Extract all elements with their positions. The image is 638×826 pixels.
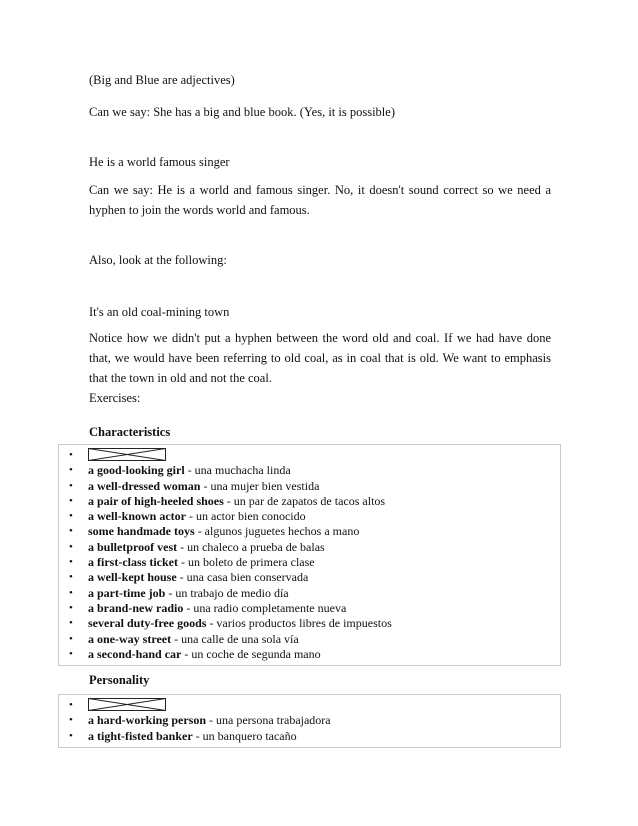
definition: - un par de zapatos de tacos altos [223,493,386,508]
definition: - una calle de una sola vía [171,631,299,646]
bullet-icon: • [69,464,73,477]
paragraph-coal-mining: It's an old coal-mining town [89,305,230,319]
paragraph-hyphen-explanation: Can we say: He is a world and famous singer. No, it doesn't sound correct so we need a hyphen to join the words world and famous. [89,183,551,217]
list-item [59,463,560,478]
paragraph-world-famous: He is a world famous singer [89,155,230,169]
list-item [59,632,560,647]
list-item [59,555,560,570]
bullet-icon: • [69,632,73,645]
list-item [59,479,560,494]
list-item [59,494,560,509]
bullet-icon: • [69,714,73,727]
bullet-icon: • [69,617,73,630]
list-item [59,616,560,631]
bullet-icon: • [69,479,73,492]
list-item [59,729,560,744]
broken-image-icon [88,698,166,711]
bullet-icon: • [69,449,73,461]
term: a second-hand car [88,646,182,661]
bullet-icon: • [69,571,73,584]
definition: - una muchacha linda [184,463,291,478]
definition: - un chaleco a prueba de balas [177,539,325,554]
personality-list [59,698,560,744]
heading-characteristics: Characteristics [89,425,171,439]
heading-personality: Personality [89,673,150,687]
list-item [59,524,560,539]
definition: - un actor bien conocido [186,509,306,524]
paragraph-exercises: Exercises: [89,391,141,405]
bullet-icon: • [69,729,73,742]
list-item [59,647,560,662]
list-item-image-placeholder [59,448,560,463]
term: a pair of high-heeled shoes [88,493,224,508]
definition: - una radio completamente nueva [183,600,347,615]
term: some handmade toys [88,524,195,539]
list-item [59,509,560,524]
term: a well-known actor [88,509,186,524]
characteristics-list [59,448,560,662]
definition: - un coche de segunda mano [181,646,321,661]
term: a hard-working person [88,713,207,728]
list-item [59,586,560,601]
list-item [59,540,560,555]
definition: - un boleto de primera clase [177,555,315,570]
term: a well-dressed woman [88,478,201,493]
paragraph-adjectives-note: (Big and Blue are adjectives) [89,73,235,87]
paragraph-notice-explanation: Notice how we didn't put a hyphen between the word old and coal. If we had have done that, we would have been referring to old coal, as in coal that is old. We want to emphasis that the town in old and not the coal. [89,331,551,385]
term: a brand-new radio [88,600,184,615]
definition: - un trabajo de medio día [165,585,289,600]
term: a good-looking girl [88,463,185,478]
definition: - un banquero tacaño [192,728,297,743]
term: a first-class ticket [88,555,178,570]
bullet-icon: • [69,494,73,507]
definition: - algunos juguetes hechos a mano [194,524,360,539]
characteristics-list-box [58,444,561,666]
term: a tight-fisted banker [88,728,193,743]
term: a one-way street [88,631,172,646]
bullet-icon: • [69,525,73,538]
bullet-icon: • [69,556,73,569]
bullet-icon: • [69,601,73,614]
definition: - varios productos libres de impuestos [206,616,392,631]
list-item [59,570,560,585]
term: a well-kept house [88,570,177,585]
list-item [59,713,560,728]
list-item-image-placeholder [59,698,560,713]
bullet-icon: • [69,699,73,711]
broken-image-icon [88,448,166,461]
bullet-icon: • [69,647,73,660]
definition: - una casa bien conservada [176,570,309,585]
list-item [59,601,560,616]
paragraph-also-look: Also, look at the following: [89,253,227,267]
definition: - una mujer bien vestida [200,478,320,493]
bullet-icon: • [69,540,73,553]
bullet-icon: • [69,586,73,599]
definition: - una persona trabajadora [206,713,331,728]
term: a bulletproof vest [88,539,178,554]
term: several duty-free goods [88,616,207,631]
term: a part-time job [88,585,166,600]
personality-list-box [58,694,561,748]
paragraph-question-big-blue: Can we say: She has a big and blue book. (Yes, it is possible) [89,105,395,119]
bullet-icon: • [69,510,73,523]
